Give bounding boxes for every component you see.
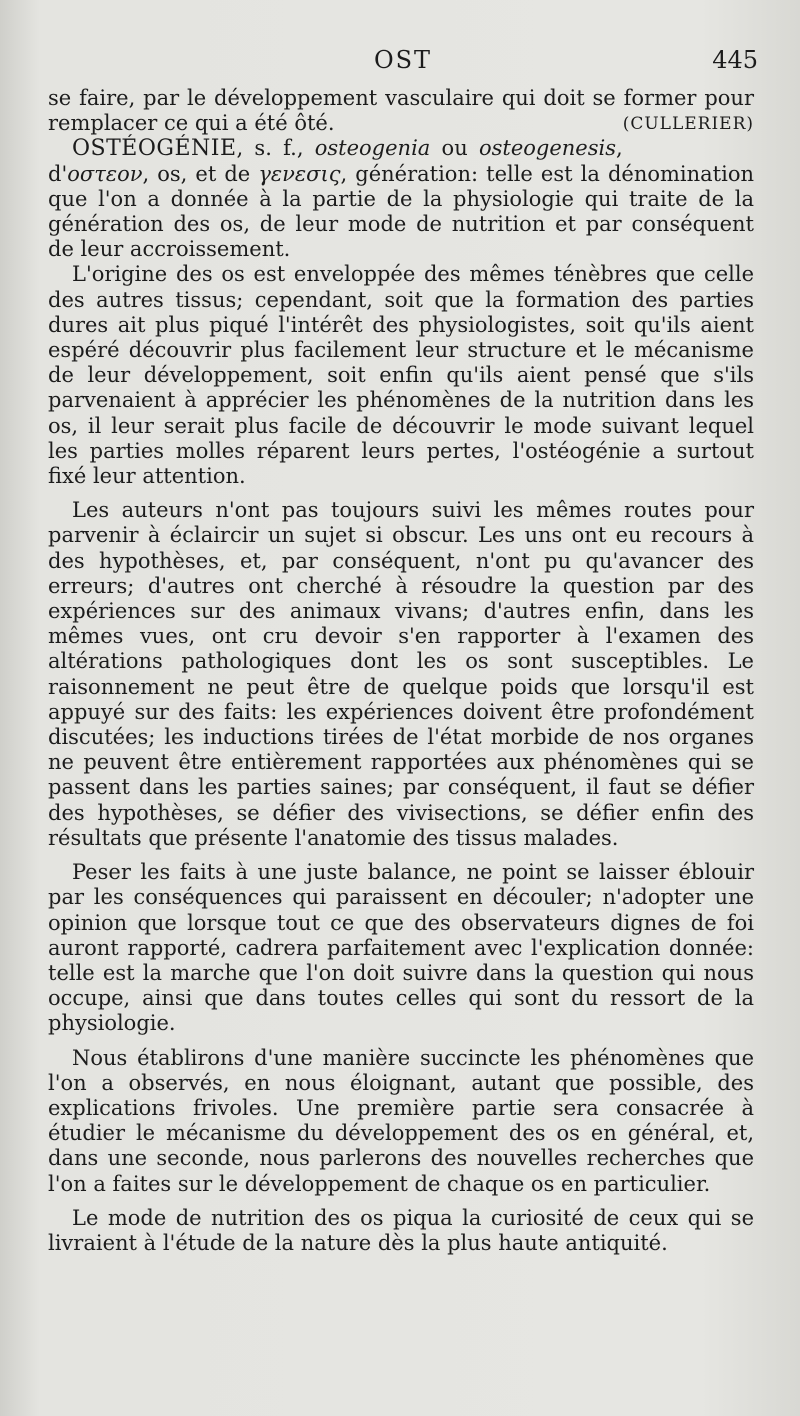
page-number: 445: [712, 46, 758, 74]
latin-term: osteogenia: [314, 136, 431, 161]
headword: OSTÉOGÉNIE: [72, 136, 237, 162]
body-text: [48, 86, 754, 1256]
paragraph: Le mode de nutrition des os piqua la curiosité de ceux qui se livraient à l'étude de la nature dès la plus haute antiquité.: [48, 1205, 754, 1255]
definition-text: , génération: telle est la dénomination que l'on a donnée à la partie de la physiologie qui traite de la génération des os, de leur mode de nutrition et par conséquent de leur accroissement.: [48, 161, 754, 262]
paragraph: Peser les faits à une juste balance, ne point se laisser éblouir par les conséquences qui paraissent en découler; n'adopter une opinion que lorsque tout ce que des observateurs dignes de foi auront rapporté, cadrera parfaitement avec l'explication donnée: telle est la marche que l'on doit suivre dans la question qui nous occupe, ainsi que dans toutes celles qui sont du ressort de la physiologie.: [48, 860, 754, 1036]
paragraph: L'origine des os est enveloppée des mêmes ténèbres que celle des autres tissus; cependant, soit que la formation des parties dures ait plus piqué l'intérêt des physiologistes, soit qu'ils aient espéré découvrir plus facilement leur structure et le mécanisme de leur développement, soit enfin qu'ils aient pensé que s'ils parvenaient à apprécier les phénomènes de la nutrition dans les os, il leur serait plus facile de découvrir le mode suivant lequel les parties molles réparent leurs pertes, l'ostéogénie a surtout fixé leur attention.: [48, 262, 754, 489]
page-header: [48, 46, 758, 86]
running-head: OST: [373, 46, 433, 74]
paragraph: Les auteurs n'ont pas toujours suivi les mêmes routes pour parvenir à éclaircir un sujet si obscur. Les uns ont eu recours à des hypothèses, et, par conséquent, n'ont pu qu'avancer des erreurs; d'autres ont cherché à résoudre la question par des expériences sur des animaux vivans; d'autres enfin, dans les mêmes vues, ont cru devoir s'en rapporter à l'examen des altérations pathologiques dont les os sont susceptibles. Le raisonnement ne peut être de quelque poids que lorsqu'il est appuyé sur des faits: les expériences doivent être profondément discutées; les inductions tirées de l'état morbide de nos organes ne peuvent être entièrement rapportées aux phénomènes qui se passent dans les parties saines; par conséquent, il faut se défier des hypothèses, se défier des vivisections, se défier enfin des résultats que présente l'anatomie des tissus malades.: [48, 498, 754, 850]
paragraph-text: se faire, par le développement vasculaire qui doit se former pour remplacer ce qui a été ôté.: [48, 86, 754, 136]
entry-osteogenie: [48, 136, 754, 262]
etymology-prefix: , d': [48, 136, 623, 186]
greek-term: γενεσις: [258, 161, 341, 186]
conjunction: ou: [430, 136, 479, 161]
grammar-label: , s. f.,: [236, 136, 315, 161]
etymology-text: , os, et de: [142, 161, 259, 186]
author-signature: (CULLERIER): [622, 114, 754, 135]
latin-term: osteogenesis: [478, 136, 616, 161]
paragraph-continuation: [48, 86, 754, 136]
greek-term: οστεον: [67, 161, 143, 186]
paragraph: Nous établirons d'une manière succincte les phénomènes que l'on a observés, en nous éloignant, autant que possible, des explications frivoles. Une première partie sera consacrée à étudier le mécanisme du développement des os en général, et, dans une seconde, nous parlerons des nouvelles recherches que l'on a faites sur le développement de chaque os en particulier.: [48, 1045, 754, 1196]
